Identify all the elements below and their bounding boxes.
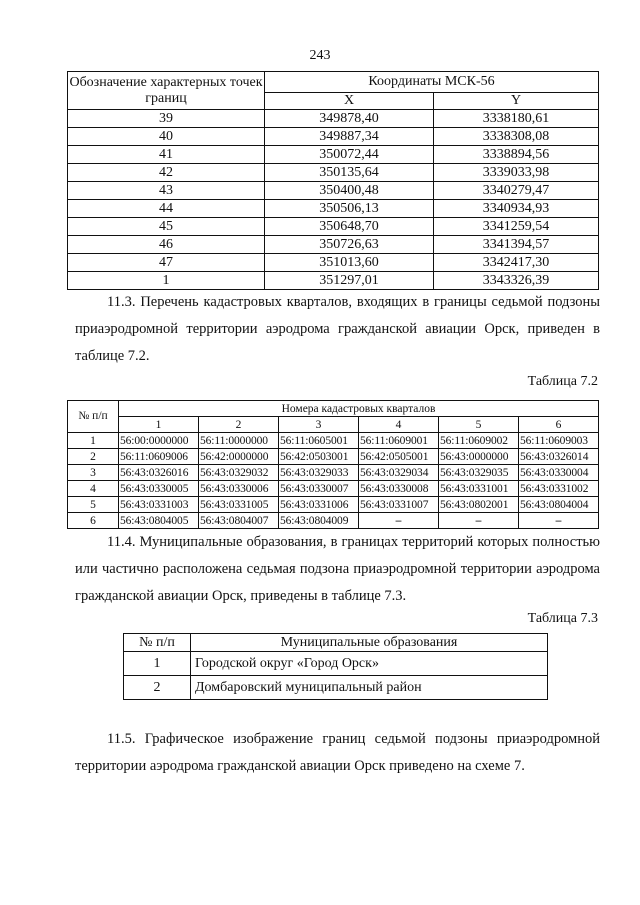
cad-quarter: 56:00:0000000	[119, 433, 199, 449]
cad-quarter: 56:43:0331007	[359, 497, 439, 513]
cad-quarter: 56:43:0331001	[439, 481, 519, 497]
paragraph-11-4	[75, 529, 600, 610]
cad-quarter: –	[359, 513, 439, 529]
paragraph-11-5	[75, 726, 600, 780]
coord-y: 3340934,93	[434, 200, 599, 218]
mun-row	[124, 652, 548, 676]
coord-p: 40	[68, 128, 265, 146]
cadastral-body	[68, 433, 599, 529]
cad-col-number: 2	[199, 417, 279, 433]
paragraph-11-4-text: 11.4. Муниципальные образования, в границах территорий которых полностью или частично расположена седьмая подзона приаэродромной территории аэродрома гражданской авиации Орск, приведены в таблице 7.3.	[75, 534, 600, 604]
mun-header-no: № п/п	[124, 634, 191, 652]
cad-quarter: 56:43:0331003	[119, 497, 199, 513]
header-coords: Координаты МСК-56	[265, 72, 599, 93]
cad-quarter: 56:43:0000000	[439, 449, 519, 465]
cad-row-no: 2	[68, 449, 119, 465]
cad-quarter: 56:42:0505001	[359, 449, 439, 465]
cad-quarter: 56:43:0329032	[199, 465, 279, 481]
cad-quarter: 56:11:0609006	[119, 449, 199, 465]
mun-row-no: 1	[124, 652, 191, 676]
cad-row	[68, 497, 599, 513]
coord-y: 3339033,98	[434, 164, 599, 182]
header-x: X	[265, 93, 434, 110]
coord-y: 3342417,30	[434, 254, 599, 272]
cad-quarter: –	[439, 513, 519, 529]
paragraph-11-3-text: 11.3. Перечень кадастровых кварталов, входящих в границы седьмой подзоны приаэродромной территории аэродрома гражданской авиации Орск, приведен в таблице 7.2.	[75, 294, 600, 364]
coord-x: 350400,48	[265, 182, 434, 200]
mun-row-name: Домбаровский муниципальный район	[191, 676, 548, 700]
coord-p: 1	[68, 272, 265, 290]
cad-col-number: 5	[439, 417, 519, 433]
cad-quarter: –	[519, 513, 599, 529]
coord-row	[68, 200, 599, 218]
coord-y: 3338894,56	[434, 146, 599, 164]
cad-quarter: 56:43:0330006	[199, 481, 279, 497]
cad-col-number: 6	[519, 417, 599, 433]
cad-col-number: 1	[119, 417, 199, 433]
cad-quarter: 56:43:0804007	[199, 513, 279, 529]
coord-p: 45	[68, 218, 265, 236]
coord-x: 350072,44	[265, 146, 434, 164]
coord-row	[68, 218, 599, 236]
coordinates-body	[68, 110, 599, 290]
coord-row	[68, 146, 599, 164]
cad-quarter: 56:43:0804009	[279, 513, 359, 529]
cad-quarter: 56:43:0330007	[279, 481, 359, 497]
coord-x: 350726,63	[265, 236, 434, 254]
cad-quarter: 56:43:0804005	[119, 513, 199, 529]
cad-quarter: 56:11:0609003	[519, 433, 599, 449]
cad-quarter: 56:43:0329035	[439, 465, 519, 481]
mun-header-name: Муниципальные образования	[191, 634, 548, 652]
coord-p: 46	[68, 236, 265, 254]
header-y: Y	[434, 93, 599, 110]
cad-quarter: 56:43:0331006	[279, 497, 359, 513]
caption-table-7-3: Таблица 7.3	[527, 611, 598, 626]
cad-quarter: 56:43:0326014	[519, 449, 599, 465]
coord-y: 3338180,61	[434, 110, 599, 128]
cad-row	[68, 449, 599, 465]
cad-quarter: 56:42:0503001	[279, 449, 359, 465]
cad-row	[68, 433, 599, 449]
municipalities-table	[123, 633, 548, 700]
cad-quarter: 56:11:0609002	[439, 433, 519, 449]
coord-row	[68, 272, 599, 290]
cad-row-no: 6	[68, 513, 119, 529]
coord-y: 3341394,57	[434, 236, 599, 254]
cad-quarter: 56:43:0329033	[279, 465, 359, 481]
paragraph-11-3	[75, 289, 600, 370]
cad-quarter: 56:43:0326016	[119, 465, 199, 481]
coord-y: 3338308,08	[434, 128, 599, 146]
cad-quarter: 56:43:0802001	[439, 497, 519, 513]
coord-p: 47	[68, 254, 265, 272]
coord-x: 350506,13	[265, 200, 434, 218]
header-point: Обозначение характерных точек границ	[68, 72, 265, 110]
paragraph-11-5-text: 11.5. Графическое изображение границ седьмой подзоны приаэродромной территории аэродрома гражданской авиации Орск приведено на схеме 7.	[75, 731, 600, 774]
caption-table-7-2: Таблица 7.2	[527, 374, 598, 389]
coord-p: 42	[68, 164, 265, 182]
coord-p: 44	[68, 200, 265, 218]
coord-row	[68, 128, 599, 146]
cad-row	[68, 465, 599, 481]
cad-row-no: 3	[68, 465, 119, 481]
mun-row-name: Городской округ «Город Орск»	[191, 652, 548, 676]
cad-quarter: 56:43:0330008	[359, 481, 439, 497]
cad-quarter: 56:43:0329034	[359, 465, 439, 481]
cad-row-no: 1	[68, 433, 119, 449]
municipalities-body	[124, 652, 548, 700]
coord-p: 39	[68, 110, 265, 128]
coord-x: 350135,64	[265, 164, 434, 182]
cad-header-no: № п/п	[68, 401, 119, 433]
cad-quarter: 56:43:0330004	[519, 465, 599, 481]
mun-row	[124, 676, 548, 700]
coord-row	[68, 182, 599, 200]
coordinates-table	[67, 71, 599, 290]
cad-row-no: 4	[68, 481, 119, 497]
cad-quarter: 56:43:0331005	[199, 497, 279, 513]
cad-quarter: 56:43:0804004	[519, 497, 599, 513]
cad-quarter: 56:42:0000000	[199, 449, 279, 465]
cad-row-no: 5	[68, 497, 119, 513]
mun-row-no: 2	[124, 676, 191, 700]
coord-y: 3343326,39	[434, 272, 599, 290]
page-number: 243	[309, 48, 331, 63]
cad-quarter: 56:11:0000000	[199, 433, 279, 449]
coord-y: 3341259,54	[434, 218, 599, 236]
coord-row	[68, 110, 599, 128]
cad-quarter: 56:43:0330005	[119, 481, 199, 497]
cad-column-numbers	[68, 417, 599, 433]
coord-x: 351297,01	[265, 272, 434, 290]
coord-p: 41	[68, 146, 265, 164]
coord-y: 3340279,47	[434, 182, 599, 200]
coord-x: 349887,34	[265, 128, 434, 146]
cad-col-number: 4	[359, 417, 439, 433]
cad-col-number: 3	[279, 417, 359, 433]
cad-quarter: 56:43:0331002	[519, 481, 599, 497]
cad-quarter: 56:11:0605001	[279, 433, 359, 449]
cad-header-quarters: Номера кадастровых кварталов	[119, 401, 599, 417]
cad-quarter: 56:11:0609001	[359, 433, 439, 449]
coord-x: 349878,40	[265, 110, 434, 128]
cadastral-table	[67, 400, 599, 529]
coord-x: 351013,60	[265, 254, 434, 272]
cad-row	[68, 513, 599, 529]
coord-row	[68, 254, 599, 272]
coord-x: 350648,70	[265, 218, 434, 236]
coord-row	[68, 164, 599, 182]
cad-row	[68, 481, 599, 497]
coord-p: 43	[68, 182, 265, 200]
coord-row	[68, 236, 599, 254]
